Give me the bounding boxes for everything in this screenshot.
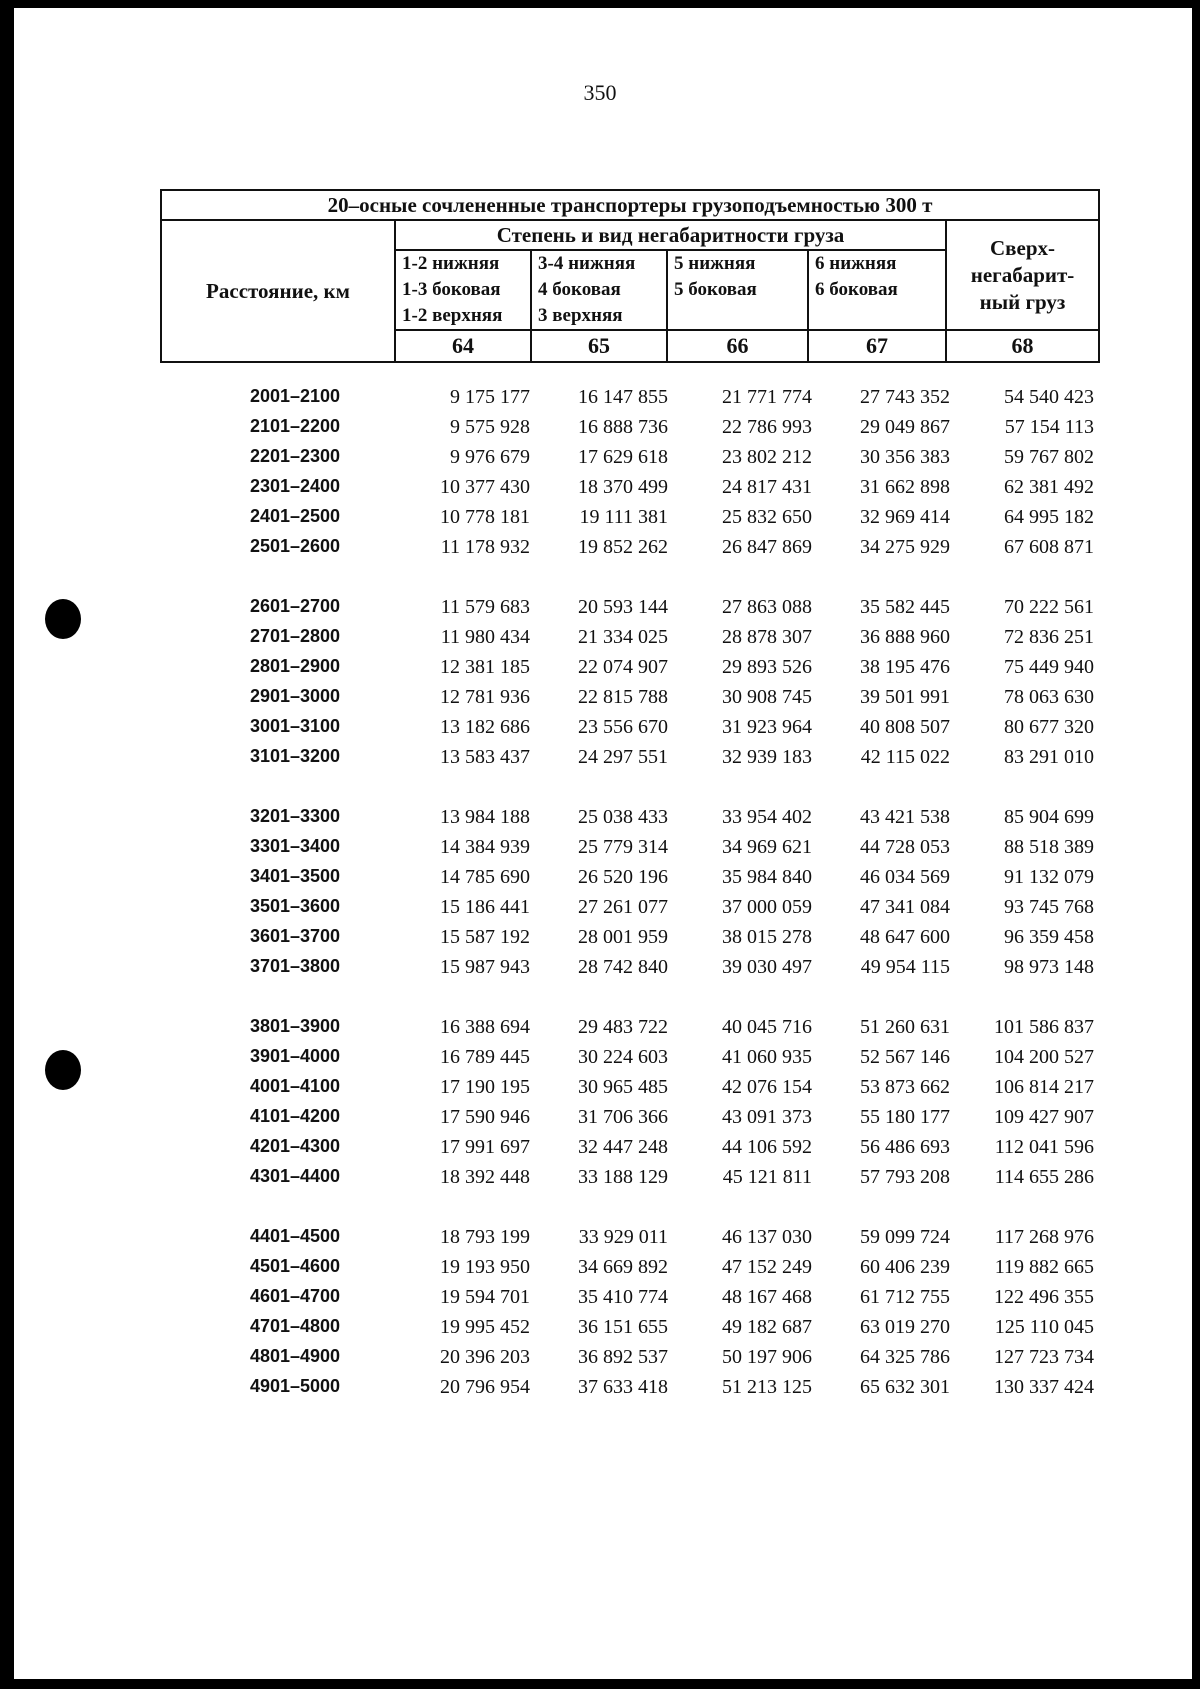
row-group bbox=[0, 1226, 1200, 1406]
value-cell-66: 40 045 716 bbox=[722, 1016, 812, 1038]
value-cell-68: 70 222 561 bbox=[1004, 596, 1094, 618]
distance-range-cell: 4201–4300 bbox=[249, 1136, 341, 1156]
value-cell-68: 57 154 113 bbox=[1004, 416, 1094, 438]
value-cell-66: 28 878 307 bbox=[722, 626, 812, 648]
value-cell-68: 72 836 251 bbox=[1004, 626, 1094, 648]
value-cell-66: 44 106 592 bbox=[722, 1136, 812, 1158]
value-cell-67: 65 632 301 bbox=[860, 1376, 950, 1398]
value-cell-67: 38 195 476 bbox=[860, 656, 950, 678]
value-cell-67: 52 567 146 bbox=[860, 1046, 950, 1068]
table-row bbox=[0, 1286, 1200, 1316]
distance-range-cell: 3401–3500 bbox=[249, 866, 341, 886]
distance-range-cell: 2101–2200 bbox=[249, 416, 341, 436]
table-row bbox=[0, 1106, 1200, 1136]
value-cell-67: 46 034 569 bbox=[860, 866, 950, 888]
value-cell-65: 30 965 485 bbox=[578, 1076, 668, 1098]
value-cell-66: 32 939 183 bbox=[722, 746, 812, 768]
distance-range-cell: 4301–4400 bbox=[249, 1166, 341, 1186]
value-cell-68: 109 427 907 bbox=[994, 1106, 1094, 1128]
distance-range-cell: 4901–5000 bbox=[249, 1376, 341, 1396]
value-cell-66: 26 847 869 bbox=[722, 536, 812, 558]
value-cell-64: 14 384 939 bbox=[440, 836, 530, 858]
value-cell-66: 37 000 059 bbox=[722, 896, 812, 918]
value-cell-64: 15 987 943 bbox=[440, 956, 530, 978]
column-header-64: 1-2 нижняя 1-3 боковая 1-2 верхняя bbox=[395, 250, 531, 330]
value-cell-66: 23 802 212 bbox=[722, 446, 812, 468]
value-cell-66: 46 137 030 bbox=[722, 1226, 812, 1248]
value-cell-66: 33 954 402 bbox=[722, 806, 812, 828]
distance-range-cell: 2201–2300 bbox=[249, 446, 341, 466]
distance-range-cell: 3501–3600 bbox=[249, 896, 341, 916]
value-cell-66: 39 030 497 bbox=[722, 956, 812, 978]
row-group bbox=[0, 1016, 1200, 1196]
distance-range-cell: 4401–4500 bbox=[249, 1226, 341, 1246]
value-cell-68: 106 814 217 bbox=[994, 1076, 1094, 1098]
distance-range-cell: 3601–3700 bbox=[249, 926, 341, 946]
value-cell-67: 40 808 507 bbox=[860, 716, 950, 738]
distance-range-cell: 4501–4600 bbox=[249, 1256, 341, 1276]
distance-range-cell: 2001–2100 bbox=[249, 386, 341, 406]
value-cell-67: 55 180 177 bbox=[860, 1106, 950, 1128]
value-cell-67: 57 793 208 bbox=[860, 1166, 950, 1188]
table-row bbox=[0, 1346, 1200, 1376]
table-row bbox=[0, 536, 1200, 566]
value-cell-65: 36 892 537 bbox=[578, 1346, 668, 1368]
row-group bbox=[0, 386, 1200, 566]
table-row bbox=[0, 806, 1200, 836]
value-cell-65: 36 151 655 bbox=[578, 1316, 668, 1338]
value-cell-68: 83 291 010 bbox=[1004, 746, 1094, 768]
value-cell-67: 61 712 755 bbox=[860, 1286, 950, 1308]
value-cell-64: 12 381 185 bbox=[440, 656, 530, 678]
table-row bbox=[0, 1076, 1200, 1106]
value-cell-68: 130 337 424 bbox=[994, 1376, 1094, 1398]
column-number-66: 66 bbox=[667, 330, 808, 362]
value-cell-67: 31 662 898 bbox=[860, 476, 950, 498]
value-cell-64: 16 789 445 bbox=[440, 1046, 530, 1068]
value-cell-64: 15 587 192 bbox=[440, 926, 530, 948]
value-cell-68: 96 359 458 bbox=[1004, 926, 1094, 948]
value-cell-65: 28 742 840 bbox=[578, 956, 668, 978]
value-cell-67: 53 873 662 bbox=[860, 1076, 950, 1098]
distance-range-cell: 3301–3400 bbox=[249, 836, 341, 856]
value-cell-64: 9 575 928 bbox=[450, 416, 530, 438]
table-row bbox=[0, 956, 1200, 986]
table-row bbox=[0, 1016, 1200, 1046]
value-cell-64: 11 980 434 bbox=[440, 626, 530, 648]
value-cell-68: 93 745 768 bbox=[1004, 896, 1094, 918]
value-cell-64: 14 785 690 bbox=[440, 866, 530, 888]
value-cell-67: 44 728 053 bbox=[860, 836, 950, 858]
value-cell-65: 33 929 011 bbox=[578, 1226, 668, 1248]
value-cell-64: 16 388 694 bbox=[440, 1016, 530, 1038]
value-cell-64: 19 193 950 bbox=[440, 1256, 530, 1278]
column-number-68: 68 bbox=[946, 330, 1099, 362]
value-cell-64: 9 175 177 bbox=[450, 386, 530, 408]
value-cell-66: 38 015 278 bbox=[722, 926, 812, 948]
value-cell-68: 117 268 976 bbox=[994, 1226, 1094, 1248]
value-cell-67: 34 275 929 bbox=[860, 536, 950, 558]
value-cell-68: 91 132 079 bbox=[1004, 866, 1094, 888]
table-row bbox=[0, 1376, 1200, 1406]
value-cell-67: 30 356 383 bbox=[860, 446, 950, 468]
value-cell-66: 42 076 154 bbox=[722, 1076, 812, 1098]
table-row bbox=[0, 746, 1200, 776]
value-cell-67: 48 647 600 bbox=[860, 926, 950, 948]
value-cell-67: 49 954 115 bbox=[860, 956, 950, 978]
value-cell-65: 23 556 670 bbox=[578, 716, 668, 738]
distance-range-cell: 4801–4900 bbox=[249, 1346, 341, 1366]
value-cell-65: 19 852 262 bbox=[578, 536, 668, 558]
row-group bbox=[0, 596, 1200, 776]
value-cell-64: 18 392 448 bbox=[440, 1166, 530, 1188]
table-row bbox=[0, 1226, 1200, 1256]
value-cell-64: 18 793 199 bbox=[440, 1226, 530, 1248]
distance-range-cell: 4601–4700 bbox=[249, 1286, 341, 1306]
value-cell-68: 119 882 665 bbox=[994, 1256, 1094, 1278]
table-title: 20–осные сочлененные транспортеры грузоподъемностью 300 т bbox=[161, 190, 1099, 220]
distance-range-cell: 2401–2500 bbox=[249, 506, 341, 526]
distance-header: Расстояние, км bbox=[161, 220, 395, 362]
distance-range-cell: 3101–3200 bbox=[249, 746, 341, 766]
value-cell-68: 59 767 802 bbox=[1004, 446, 1094, 468]
column-header-65: 3-4 нижняя 4 боковая 3 верхняя bbox=[531, 250, 667, 330]
value-cell-64: 9 976 679 bbox=[450, 446, 530, 468]
scan-border-bottom bbox=[0, 1679, 1200, 1689]
value-cell-65: 28 001 959 bbox=[578, 926, 668, 948]
distance-range-cell: 3001–3100 bbox=[249, 716, 341, 736]
value-cell-64: 12 781 936 bbox=[440, 686, 530, 708]
table-row bbox=[0, 506, 1200, 536]
value-cell-68: 67 608 871 bbox=[1004, 536, 1094, 558]
value-cell-68: 62 381 492 bbox=[1004, 476, 1094, 498]
page-number: 350 bbox=[583, 80, 617, 105]
distance-range-cell: 3201–3300 bbox=[249, 806, 341, 826]
value-cell-67: 39 501 991 bbox=[860, 686, 950, 708]
value-cell-66: 51 213 125 bbox=[722, 1376, 812, 1398]
value-cell-64: 19 594 701 bbox=[440, 1286, 530, 1308]
value-cell-66: 29 893 526 bbox=[722, 656, 812, 678]
value-cell-65: 33 188 129 bbox=[578, 1166, 668, 1188]
value-cell-67: 63 019 270 bbox=[860, 1316, 950, 1338]
value-cell-64: 19 995 452 bbox=[440, 1316, 530, 1338]
value-cell-65: 32 447 248 bbox=[578, 1136, 668, 1158]
value-cell-65: 18 370 499 bbox=[578, 476, 668, 498]
table-row bbox=[0, 446, 1200, 476]
table-body bbox=[0, 386, 1200, 1436]
table-row bbox=[0, 686, 1200, 716]
value-cell-68: 64 995 182 bbox=[1004, 506, 1094, 528]
value-cell-67: 56 486 693 bbox=[860, 1136, 950, 1158]
value-cell-65: 22 815 788 bbox=[578, 686, 668, 708]
value-cell-67: 32 969 414 bbox=[860, 506, 950, 528]
value-cell-68: 114 655 286 bbox=[994, 1166, 1094, 1188]
distance-range-cell: 2501–2600 bbox=[249, 536, 341, 556]
value-cell-64: 13 984 188 bbox=[440, 806, 530, 828]
table-row bbox=[0, 716, 1200, 746]
value-cell-64: 11 579 683 bbox=[440, 596, 530, 618]
distance-range-cell: 4701–4800 bbox=[249, 1316, 341, 1336]
value-cell-66: 31 923 964 bbox=[722, 716, 812, 738]
distance-range-cell: 4101–4200 bbox=[249, 1106, 341, 1126]
value-cell-66: 48 167 468 bbox=[722, 1286, 812, 1308]
value-cell-66: 30 908 745 bbox=[722, 686, 812, 708]
table-row bbox=[0, 386, 1200, 416]
value-cell-66: 47 152 249 bbox=[722, 1256, 812, 1278]
value-cell-65: 31 706 366 bbox=[578, 1106, 668, 1128]
distance-range-cell: 3801–3900 bbox=[249, 1016, 341, 1036]
row-group bbox=[0, 806, 1200, 986]
table-row bbox=[0, 656, 1200, 686]
value-cell-66: 21 771 774 bbox=[722, 386, 812, 408]
value-cell-65: 16 888 736 bbox=[578, 416, 668, 438]
value-cell-64: 10 778 181 bbox=[440, 506, 530, 528]
value-cell-66: 41 060 935 bbox=[722, 1046, 812, 1068]
value-cell-68: 122 496 355 bbox=[994, 1286, 1094, 1308]
value-cell-66: 49 182 687 bbox=[722, 1316, 812, 1338]
table-row bbox=[0, 1256, 1200, 1286]
value-cell-66: 43 091 373 bbox=[722, 1106, 812, 1128]
column-number-64: 64 bbox=[395, 330, 531, 362]
value-cell-66: 35 984 840 bbox=[722, 866, 812, 888]
value-cell-68: 75 449 940 bbox=[1004, 656, 1094, 678]
distance-range-cell: 3701–3800 bbox=[249, 956, 341, 976]
value-cell-68: 98 973 148 bbox=[1004, 956, 1094, 978]
distance-range-cell: 3901–4000 bbox=[249, 1046, 341, 1066]
value-cell-68: 112 041 596 bbox=[994, 1136, 1094, 1158]
table-row bbox=[0, 596, 1200, 626]
value-cell-66: 27 863 088 bbox=[722, 596, 812, 618]
table-row bbox=[0, 836, 1200, 866]
oversize-group-header: Степень и вид негабаритности груза bbox=[395, 220, 946, 250]
value-cell-65: 30 224 603 bbox=[578, 1046, 668, 1068]
value-cell-68: 54 540 423 bbox=[1004, 386, 1094, 408]
value-cell-67: 36 888 960 bbox=[860, 626, 950, 648]
value-cell-64: 15 186 441 bbox=[440, 896, 530, 918]
value-cell-66: 45 121 811 bbox=[722, 1166, 812, 1188]
scan-border-top bbox=[0, 0, 1200, 8]
column-number-65: 65 bbox=[531, 330, 667, 362]
column-header-68: Сверх- негабарит- ный груз bbox=[946, 220, 1099, 330]
value-cell-65: 35 410 774 bbox=[578, 1286, 668, 1308]
value-cell-65: 22 074 907 bbox=[578, 656, 668, 678]
value-cell-65: 37 633 418 bbox=[578, 1376, 668, 1398]
value-cell-64: 20 396 203 bbox=[440, 1346, 530, 1368]
value-cell-65: 25 779 314 bbox=[578, 836, 668, 858]
value-cell-64: 13 182 686 bbox=[440, 716, 530, 738]
value-cell-65: 26 520 196 bbox=[578, 866, 668, 888]
value-cell-68: 78 063 630 bbox=[1004, 686, 1094, 708]
value-cell-65: 16 147 855 bbox=[578, 386, 668, 408]
value-cell-64: 17 590 946 bbox=[440, 1106, 530, 1128]
table-row bbox=[0, 416, 1200, 446]
value-cell-67: 35 582 445 bbox=[860, 596, 950, 618]
value-cell-65: 20 593 144 bbox=[578, 596, 668, 618]
table-header bbox=[160, 189, 1100, 363]
distance-range-cell: 2301–2400 bbox=[249, 476, 341, 496]
table-row bbox=[0, 866, 1200, 896]
value-cell-68: 80 677 320 bbox=[1004, 716, 1094, 738]
value-cell-68: 101 586 837 bbox=[994, 1016, 1094, 1038]
value-cell-65: 34 669 892 bbox=[578, 1256, 668, 1278]
table-row bbox=[0, 1136, 1200, 1166]
value-cell-68: 85 904 699 bbox=[1004, 806, 1094, 828]
table-row bbox=[0, 476, 1200, 506]
value-cell-64: 10 377 430 bbox=[440, 476, 530, 498]
value-cell-66: 22 786 993 bbox=[722, 416, 812, 438]
value-cell-68: 125 110 045 bbox=[994, 1316, 1094, 1338]
column-number-67: 67 bbox=[808, 330, 946, 362]
value-cell-65: 24 297 551 bbox=[578, 746, 668, 768]
value-cell-64: 11 178 932 bbox=[440, 536, 530, 558]
value-cell-67: 29 049 867 bbox=[860, 416, 950, 438]
value-cell-65: 27 261 077 bbox=[578, 896, 668, 918]
table-row bbox=[0, 926, 1200, 956]
table-row bbox=[0, 1316, 1200, 1346]
value-cell-65: 29 483 722 bbox=[578, 1016, 668, 1038]
distance-range-cell: 2701–2800 bbox=[249, 626, 341, 646]
value-cell-67: 27 743 352 bbox=[860, 386, 950, 408]
value-cell-64: 17 991 697 bbox=[440, 1136, 530, 1158]
table-row bbox=[0, 626, 1200, 656]
value-cell-68: 88 518 389 bbox=[1004, 836, 1094, 858]
value-cell-67: 51 260 631 bbox=[860, 1016, 950, 1038]
value-cell-67: 64 325 786 bbox=[860, 1346, 950, 1368]
distance-range-cell: 2801–2900 bbox=[249, 656, 341, 676]
value-cell-64: 20 796 954 bbox=[440, 1376, 530, 1398]
value-cell-67: 60 406 239 bbox=[860, 1256, 950, 1278]
table-row bbox=[0, 1166, 1200, 1196]
value-cell-65: 21 334 025 bbox=[578, 626, 668, 648]
value-cell-64: 13 583 437 bbox=[440, 746, 530, 768]
value-cell-67: 59 099 724 bbox=[860, 1226, 950, 1248]
value-cell-66: 24 817 431 bbox=[722, 476, 812, 498]
value-cell-65: 17 629 618 bbox=[578, 446, 668, 468]
value-cell-64: 17 190 195 bbox=[440, 1076, 530, 1098]
value-cell-65: 19 111 381 bbox=[579, 506, 668, 528]
distance-range-cell: 2901–3000 bbox=[249, 686, 341, 706]
column-header-67: 6 нижняя 6 боковая bbox=[808, 250, 946, 330]
value-cell-65: 25 038 433 bbox=[578, 806, 668, 828]
value-cell-66: 34 969 621 bbox=[722, 836, 812, 858]
value-cell-66: 25 832 650 bbox=[722, 506, 812, 528]
column-header-66: 5 нижняя 5 боковая bbox=[667, 250, 808, 330]
table-row bbox=[0, 896, 1200, 926]
value-cell-67: 42 115 022 bbox=[860, 746, 950, 768]
distance-range-cell: 2601–2700 bbox=[249, 596, 341, 616]
table-row bbox=[0, 1046, 1200, 1076]
value-cell-67: 43 421 538 bbox=[860, 806, 950, 828]
value-cell-67: 47 341 084 bbox=[860, 896, 950, 918]
value-cell-66: 50 197 906 bbox=[722, 1346, 812, 1368]
value-cell-68: 104 200 527 bbox=[994, 1046, 1094, 1068]
value-cell-68: 127 723 734 bbox=[994, 1346, 1094, 1368]
distance-range-cell: 4001–4100 bbox=[249, 1076, 341, 1096]
